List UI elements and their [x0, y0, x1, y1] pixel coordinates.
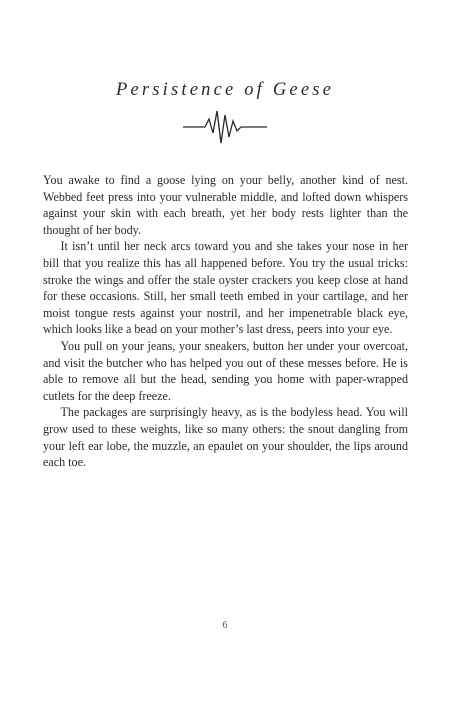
page-number: 6: [222, 620, 228, 631]
prose-poem-body: [43, 172, 408, 471]
paragraph: The packages are surprisingly heavy, as is the bodyless head. You will grow used to these weights, like so many others: the snout dangling from your left ear lobe, the muzzle, an epaulet on your shoulder, the lips around each toe.: [43, 405, 408, 470]
paragraph: You awake to find a goose lying on your belly, another kind of nest. Webbed feet press into your vulnerable middle, and lofted down whispers against your skin with each breath, yet her body rests lighter than the thought of her body.: [43, 173, 408, 237]
heartbeat-line-icon: [183, 107, 267, 147]
paragraph: It isn’t until her neck arcs toward you and she takes your nose in her bill that you realize this has all happened before. You try the usual tricks: stroke the wings and offer the stale oyster crackers you keep close at hand for these occasions. Still, her small teeth embed in your cartilage, and her moist tongue rests against your nostril, and her impenetrable black eye, which looks like a bead on your mother’s last dress, peers into your eye.: [43, 239, 408, 337]
paragraph: You pull on your jeans, your sneakers, button her under your overcoat, and visit the butcher who has helped you out of these messes before. He is able to remove all but the head, sending you home with paper-wrapped cutlets for the deep freeze.: [43, 338, 408, 403]
poem-title: Persistence of Geese: [115, 80, 335, 100]
